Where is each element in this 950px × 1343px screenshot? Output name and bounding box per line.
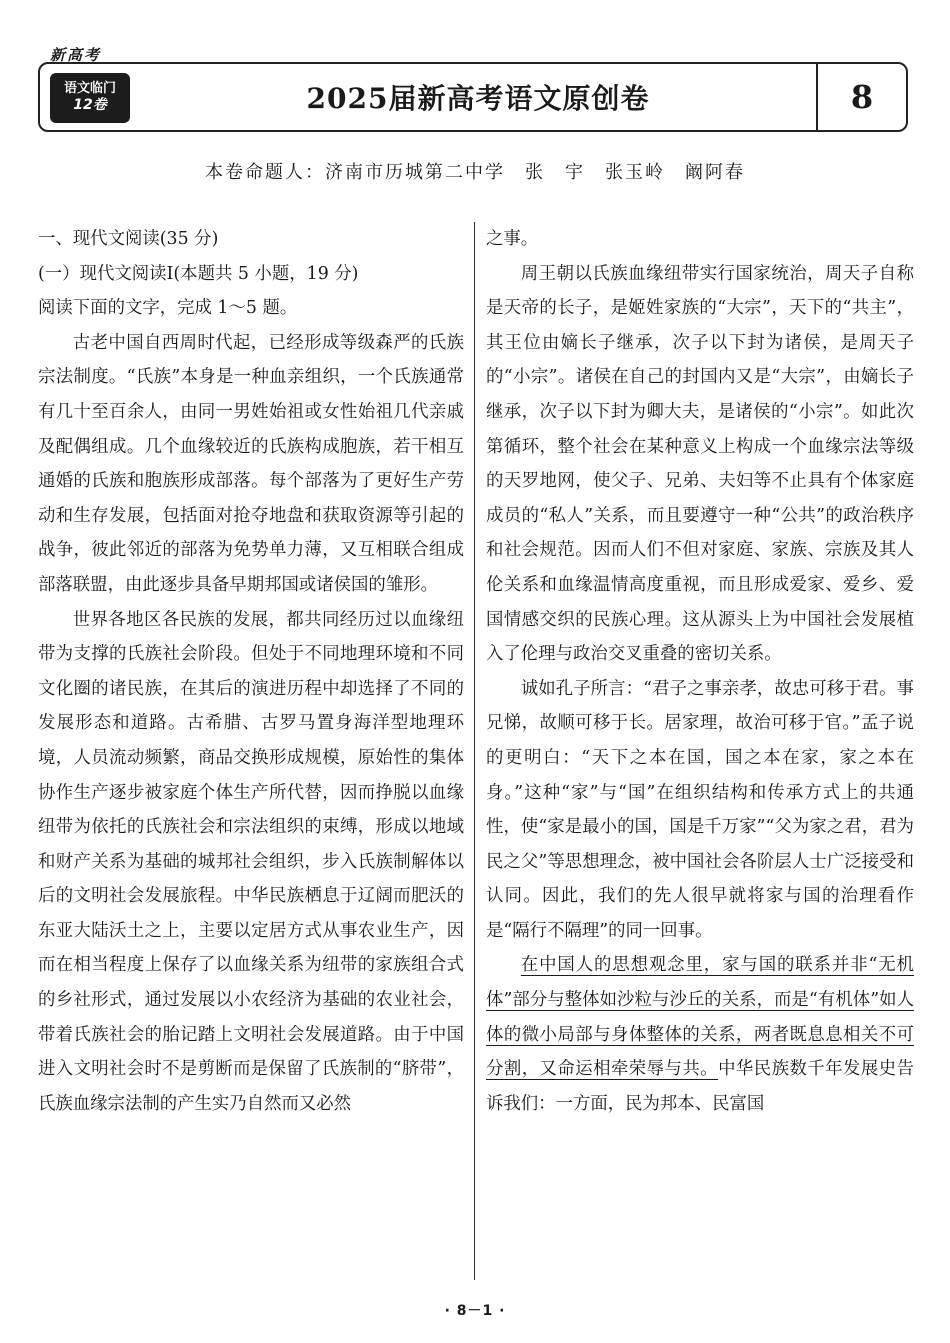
- paper-number: 8: [816, 64, 906, 130]
- brand-logo-line2: 12卷: [73, 97, 107, 114]
- authors-line: 本卷命题人：济南市历城第二中学 张 宇 张玉岭 阚阿春: [205, 162, 745, 183]
- right-column: [486, 222, 914, 1297]
- underlined-passage: 在中国人的思想观念里，家与国的联系并非“无机体”部分与整体如沙粒与沙丘的关系，而是“有机体”如人体的微小局部与身体整体的关系，两者既息息相关不可分割，又命运相牵荣辱与共。: [486, 955, 914, 1080]
- brand-logo-line1: 语文临门: [63, 81, 116, 97]
- body-paragraph: 周王朝以氏族血缘纽带实行国家统治，周天子自称是天帝的长子，是姬姓家族的“大宗”，天下的“共主”，其王位由嫡长子继承，次子以下封为诸侯，是周天子的“小宗”。诸侯在自己的封国内又是“大宗”，由嫡长子继承，次子以下封为卿大夫，是诸侯的“小宗”。如此次第循环，整个社会在某种意义上构成一个血缘宗法等级的天罗地网，使父子、兄弟、夫妇等不止具有个体家庭成员的“私人”关系，而且要遵守一种“公共”的政治秩序和社会规范。因而人们不但对家庭、家族、宗族及其人伦关系和血缘温情高度重视，而且形成爱家、爱乡、爱国情感交织的民族心理。这从源头上为中国社会发展植入了伦理与政治交叉重叠的密切关系。: [486, 263, 914, 665]
- body-paragraph: 诚如孔子所言：“君子之事亲孝，故忠可移于君。事兄悌，故顺可移于长。居家理，故治可移于官。”孟子说的更明白：“天下之本在国，国之本在家，家之本在身。”这种“家”与“国”在组织结构和传承方式上的共通性，使“家是最小的国，国是千万家”“父为家之君，君为民之父”等思想理念，被中国社会各阶层人士广泛接受和认同。因此，我们的先人很早就将家与国的治理看作是“隔行不隔理”的同一回事。: [486, 678, 914, 941]
- body-paragraph: 古老中国自西周时代起，已经形成等级森严的氏族宗法制度。“氏族”本身是一种血亲组织，一个氏族通常有几十至百余人，由同一男姓始祖或女性始祖几代亲戚及配偶组成。几个血缘较近的氏族构成胞族，若干相互通婚的氏族和胞族形成部落。每个部落为了更好生产劳动和生存发展，包括面对抢夺地盘和获取资源等引起的战争，彼此邻近的部落为免势单力薄，又互相联合组成部落联盟，由此逐步具备早期邦国或诸侯国的雏形。: [38, 332, 464, 595]
- section-heading: 一、现代文阅读(35 分): [38, 229, 219, 249]
- reading-instruction: 阅读下面的文字，完成 1～5 题。: [38, 298, 298, 319]
- header-banner: [38, 62, 908, 132]
- brand-wordmark: 新高考: [50, 46, 102, 64]
- continuation-text: 之事。: [486, 229, 539, 249]
- subsection-heading: (一）现代文阅读Ⅰ(本题共 5 小题，19 分): [38, 263, 359, 284]
- paper-title: 2025届新高考语文原创卷: [306, 82, 650, 115]
- paragraph-tail: 中华民族数千年发展史告诉我们：一方面，民为邦本、民富国: [486, 1059, 914, 1114]
- body-paragraph: [486, 948, 914, 1121]
- body-paragraph: 世界各地区各民族的发展，都共同经历过以血缘纽带为支撑的氏族社会阶段。但处于不同地理环境和不同文化圈的诸民族，在其后的演进历程中却选择了不同的发展形态和道路。古希腊、古罗马置身海洋型地理环境，人员流动频繁，商品交换形成规模，原始性的集体协作生产逐步被家庭个体生产所代替，因而挣脱以血缘纽带为依托的氏族社会和宗法组织的束缚，形成以地域和财产关系为基础的城邦社会组织，步入氏族制解体以后的文明社会发展旅程。中华民族栖息于辽阔而肥沃的东亚大陆沃土之上，主要以定居方式从事农业生产，因而在相当程度上保存了以血缘关系为纽带的家族组合式的乡社形式，通过发展以小农经济为基础的农业社会，带着氏族社会的胎记踏上文明社会发展道路。由于中国进入文明社会时不是剪断而是保留了氏族制的“脐带”，氏族血缘宗法制的产生实乃自然而又必然: [38, 609, 464, 1114]
- column-divider: [474, 222, 475, 1280]
- page-number: · 8－1 ·: [444, 1303, 506, 1319]
- left-column: [38, 222, 464, 1297]
- brand-logo: [50, 73, 130, 123]
